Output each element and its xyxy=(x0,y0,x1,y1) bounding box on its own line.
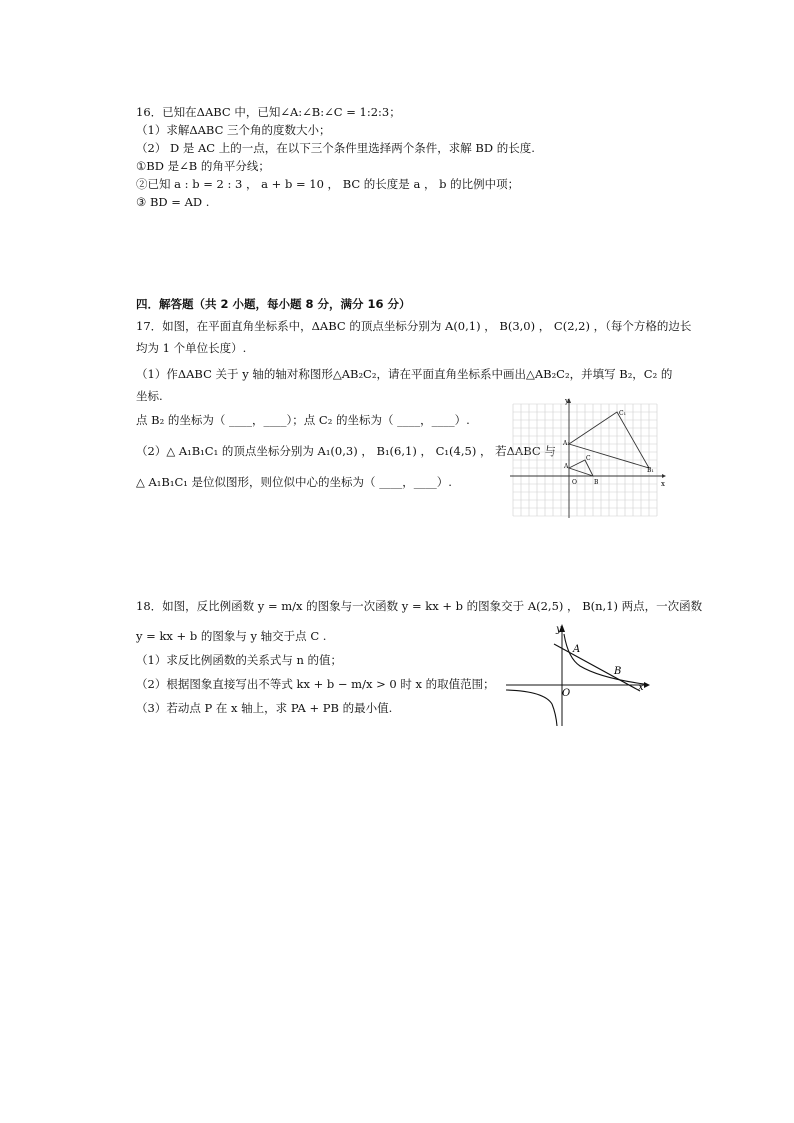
q17-label-c: C xyxy=(586,455,591,462)
q17-line6: （2）△ A₁B₁C₁ 的顶点坐标分别为 A₁(0,3) ， B₁(6,1) ， C₁(4,5) ， 若ΔABC 与 xyxy=(136,444,556,458)
q18-label-x: x xyxy=(638,682,644,693)
q18-x-arrow-icon xyxy=(644,682,650,688)
q16-condition3: ③ BD = AD . xyxy=(136,195,210,209)
q17-line2: 均为 1 个单位长度）. xyxy=(136,341,247,355)
q18-line2: y = kx + b 的图象与 y 轴交于点 C . xyxy=(136,629,327,643)
q16-part1: （1）求解ΔABC 三个角的度数大小； xyxy=(136,123,331,137)
q17-line1: 17．如图，在平面直角坐标系中，ΔABC 的顶点坐标分别为 A(0,1) ， B(3,0) ， C(2,2) ，（每个方格的边长 xyxy=(136,319,692,333)
q18-label-a: A xyxy=(573,644,581,655)
q18-linear-function-line xyxy=(554,644,640,691)
q17-label-o: O xyxy=(572,479,577,486)
q18-hyperbola-branch-2 xyxy=(506,690,557,726)
q17-label-b: B xyxy=(594,479,599,486)
q18-hyperbola-branch-1 xyxy=(564,634,644,684)
q17-label-a1: A₁ xyxy=(563,440,570,447)
q18-function-figure xyxy=(504,618,654,728)
q18-label-y: y xyxy=(556,624,562,635)
q17-label-a: A xyxy=(564,463,569,470)
q17-label-c1: C₁ xyxy=(619,410,626,417)
q17-label-y: y xyxy=(565,398,569,405)
section4-heading: 四．解答题（共 2 小题，每小题 8 分，满分 16 分） xyxy=(136,297,411,311)
q18-part1: （1）求反比例函数的关系式与 n 的值； xyxy=(136,653,343,667)
q16-condition1: ①BD 是∠B 的角平分线； xyxy=(136,159,270,173)
q18-label-b: B xyxy=(614,666,622,677)
q18-part3: （3）若动点 P 在 x 轴上，求 PA + PB 的最小值. xyxy=(136,701,393,715)
q18-line1: 18．如图，反比例函数 y = m/x 的图象与一次函数 y = kx + b 的图象交于 A(2,5) ， B(n,1) 两点，一次函数 xyxy=(136,599,703,613)
q17-label-x: x xyxy=(661,480,665,488)
q17-x-arrow-icon xyxy=(662,474,666,478)
q18-part2: （2）根据图象直接写出不等式 kx + b − m/x > 0 时 x 的取值范围； xyxy=(136,677,495,691)
q16-condition2: ②已知 a : b = 2 : 3 ， a + b = 10 ， BC 的长度是 a ， b 的比例中项； xyxy=(136,177,520,191)
q17-line5: 点 B₂ 的坐标为（ ____，____）；点 C₂ 的坐标为（ ____，____）. xyxy=(136,413,470,427)
q17-line7: △ A₁B₁C₁ 是位似图形，则位似中心的坐标为（ ____，____）. xyxy=(136,475,452,489)
q16-stem: 16．已知在ΔABC 中，已知∠A:∠B:∠C = 1:2:3； xyxy=(136,105,401,119)
q17-line3: （1）作ΔABC 关于 y 轴的轴对称图形△AB₂C₂，请在平面直角坐标系中画出△AB₂C₂，并填写 B₂，C₂ 的 xyxy=(136,367,673,381)
q17-label-b1: B₁ xyxy=(647,467,654,474)
q17-line4: 坐标. xyxy=(136,389,163,403)
q18-label-o: O xyxy=(562,688,571,699)
q16-part2: （2） D 是 AC 上的一点，在以下三个条件里选择两个条件，求解 BD 的长度. xyxy=(136,141,535,155)
q17-coordinate-figure xyxy=(508,398,668,520)
